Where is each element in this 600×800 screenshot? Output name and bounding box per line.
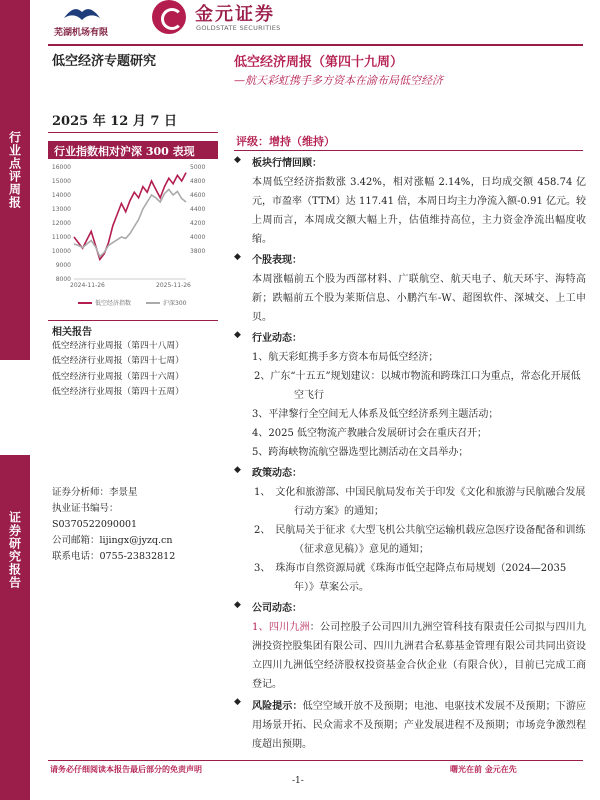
bullet-icon: ◆: [234, 252, 241, 262]
legend-label: 沪深300: [163, 300, 187, 307]
list-item: 2、广东“十五五”规划建议：以城市物流和跨珠江口为重点，常态化开展低空飞行: [254, 371, 581, 401]
x-tick-label: 2024-11-26: [70, 282, 105, 289]
analyst-cert-label: 执业证书编号：: [52, 503, 119, 514]
list-item: 5、跨海峡物流航空器选型比测活动在文昌举办；: [252, 447, 469, 458]
report-body: [234, 152, 586, 754]
section-heading: 政策动态：: [252, 468, 302, 479]
section-heading: 个股表现：: [252, 255, 302, 266]
y-left-tick-label: 8000: [55, 276, 71, 283]
report-series: 低空经济专题研究: [52, 54, 157, 69]
section-text: 本周低空经济指数涨 3.42%，相对涨幅 2.14%，日均成交额 458.74 亿元，市盈率（TTM）达 117.41 倍，本周日均主力净流入额-0.91 亿元。较上周而言，本周成交额大幅上升，估值维持高位，主力资金净流出幅度收缩。: [252, 177, 586, 245]
sidebar-report-category: 证券研究报告: [7, 511, 22, 589]
y-left-tick-label: 13000: [51, 206, 71, 213]
stock-performance-section: [234, 252, 586, 327]
risk-section: [234, 697, 586, 754]
section-text: 本周涨幅前五个股为西部材料、广联航空、航天电子、航天环宇、海特高新；跌幅前五个股为莱斯信息、小鹏汽车-W、超图软件、深城交、上工申贝。: [252, 274, 586, 323]
series-line: [74, 173, 186, 260]
related-report-link[interactable]: 低空经济行业周报（第四十七周）: [52, 356, 184, 367]
index-performance-chart: [48, 141, 218, 319]
logo-small-brand: 芜湖机场有限: [54, 28, 109, 38]
company-news-section: [234, 600, 586, 694]
header-logo: [50, 0, 330, 40]
y-left-tick-label: 9000: [55, 262, 71, 269]
list-item: 3、 珠海市自然资源局就《珠海市低空起降点布局规划（2024—2035 年）》草案公示。: [254, 563, 567, 593]
footer-slogan: 曙光在前 金元在先: [450, 764, 517, 774]
y-left-tick-label: 16000: [51, 164, 71, 171]
section-heading: 板块行情回顾：: [252, 158, 322, 169]
policy-news-section: [234, 465, 586, 597]
related-reports-list: [52, 339, 222, 400]
analyst-info: [52, 485, 227, 565]
market-review-section: [234, 155, 586, 249]
y-right-tick-label: 4600: [190, 192, 206, 199]
analyst-cert-no: S0370522090001: [52, 519, 138, 530]
bullet-icon: ◆: [234, 330, 241, 340]
sidebar-report-type: 行业点评周报: [7, 131, 22, 209]
company-name: 金元证券: [195, 4, 275, 25]
y-right-tick-label: 4000: [190, 234, 206, 241]
section-heading: 公司动态：: [252, 603, 302, 614]
report-date: 2025 年 12 月 7 日: [52, 114, 177, 129]
page-number: -1-: [292, 776, 304, 786]
section-heading: 行业动态：: [252, 333, 302, 344]
header-divider: [48, 44, 583, 46]
risk-body: 低空空域开放不及预期；电池、电驱技术发展不及预期；下游应用场景开拓、民众需求不及预期；产业发展进程不及预期；市场竞争激烈程度超出预期。: [252, 701, 586, 750]
industry-news-section: [234, 330, 586, 462]
list-item: 1、航天彩虹携手多方资本布局低空经济；: [252, 352, 439, 363]
y-right-tick-label: 3800: [190, 248, 206, 255]
risk-text: [252, 697, 586, 754]
left-divider: [48, 132, 218, 133]
list-item: 4、2025 低空物流产教融合发展研讨会在重庆召开；: [252, 428, 487, 439]
y-right-tick-label: 4200: [190, 220, 206, 227]
analyst-phone: 联系电话：0755-23832812: [52, 551, 176, 562]
y-left-tick-label: 10000: [51, 248, 71, 255]
related-report-link[interactable]: 低空经济行业周报（第四十八周）: [52, 341, 184, 351]
analyst-email[interactable]: 公司邮箱：lijingx@jyzq.cn: [52, 535, 173, 546]
bullet-icon: ◆: [234, 600, 241, 610]
related-report-link[interactable]: 低空经济行业周报（第四十六周）: [52, 371, 184, 382]
y-left-tick-label: 15000: [51, 178, 71, 185]
report-subtitle: —航天彩虹携手多方资本在渝布局低空经济: [234, 74, 443, 87]
list-item: 1、 文化和旅游部、中国民航局发布关于印发《文化和旅游与民航融合发展行动方案》的通知；: [254, 487, 586, 517]
company-english-name: GOLDSTATE SECURITIES: [196, 24, 281, 32]
related-report-link[interactable]: 低空经济行业周报（第四十五周）: [52, 386, 184, 397]
y-right-tick-label: 4800: [190, 178, 206, 185]
company-logo-icon: [152, 0, 186, 34]
bird-logo-icon: [62, 0, 102, 24]
company-name-label: 1、四川九洲: [252, 622, 310, 633]
y-right-tick-label: 5000: [190, 164, 206, 171]
x-tick-label: 2025-11-26: [156, 282, 191, 289]
legend-label: 低空经济指数: [95, 300, 132, 307]
analyst-name: 证券分析师：李景星: [52, 487, 138, 498]
chart-svg: [48, 161, 218, 319]
rating: 评级：增持（维持）: [236, 135, 335, 148]
bullet-icon: ◆: [234, 465, 241, 475]
list-item: 3、平津黎行全空间无人体系及低空经济系列主题活动；: [252, 409, 499, 420]
report-title: 低空经济周报（第四十九周）: [234, 55, 404, 70]
related-divider: [48, 320, 218, 321]
y-left-tick-label: 11000: [51, 234, 71, 241]
bullet-icon: ◆: [234, 697, 241, 707]
company-news-text: ：公司控股子公司四川九洲空管科技有限责任公司拟与四川九洲投资控股集团有限公司、四川九洲君合私募基金管理有限公司共同出资设立四川九洲低空经济股权投资基金合伙企业（有限合伙），目前已完成工商登记。: [252, 622, 586, 690]
footer-divider: [48, 760, 583, 761]
section-text: [252, 618, 586, 694]
risk-label: 风险提示：: [252, 701, 303, 712]
y-left-tick-label: 12000: [51, 220, 71, 227]
left-sidebar: [0, 0, 30, 800]
y-right-tick-label: 4400: [190, 206, 206, 213]
related-reports-title: 相关报告: [52, 327, 92, 338]
disclaimer-notice[interactable]: 请务必仔细阅读本报告最后部分的免责声明: [50, 764, 202, 774]
list-item: 2、 民航局关于征求《大型飞机公共航空运输机载应急医疗设备配备和训练（征求意见稿）》意见的通知；: [254, 525, 586, 555]
chart-title: 行业指数相对沪深 300 表现: [48, 141, 218, 159]
y-left-tick-label: 14000: [51, 192, 71, 199]
bullet-icon: ◆: [234, 155, 241, 165]
right-divider: [234, 150, 583, 151]
